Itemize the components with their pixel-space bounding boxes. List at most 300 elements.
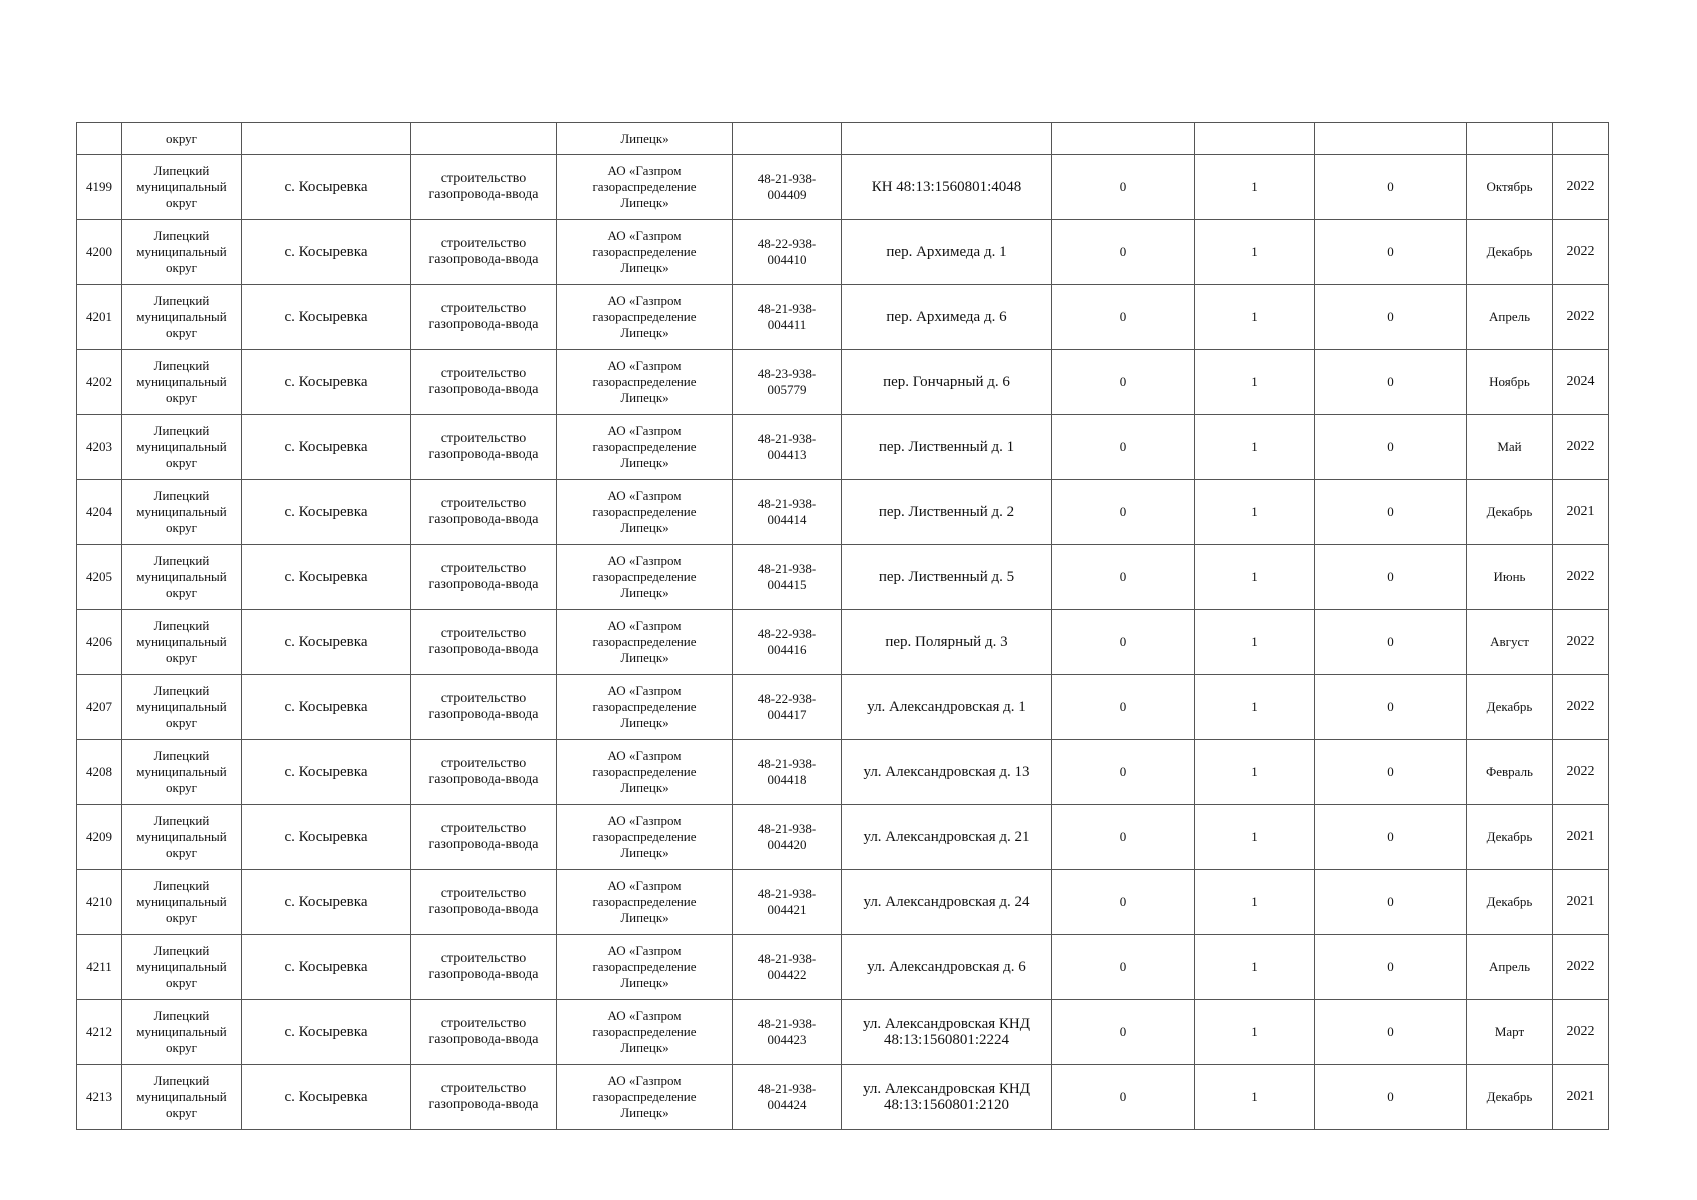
cell-month: Март: [1467, 1000, 1553, 1065]
cell-work: [411, 285, 557, 350]
table-row: [77, 285, 1609, 350]
cell-address: [842, 155, 1052, 220]
cell-address: [842, 870, 1052, 935]
cell-district: [122, 1065, 242, 1130]
cell-village: с. Косыревка: [242, 870, 411, 935]
cell-value-3: 0: [1315, 1065, 1467, 1130]
cell-month: Октябрь: [1467, 155, 1553, 220]
cell-value-1: 0: [1052, 740, 1195, 805]
table-row: [77, 350, 1609, 415]
cell-num: 4211: [77, 935, 122, 1000]
cell-work-line: газопровода-ввода: [428, 382, 539, 397]
cell-value-2: 1: [1195, 805, 1315, 870]
cell-num: 4204: [77, 480, 122, 545]
cell-value-2: 1: [1195, 415, 1315, 480]
cell-code: [733, 675, 842, 740]
cell-village: с. Косыревка: [242, 480, 411, 545]
cell-district-line: округ: [166, 260, 197, 275]
cell-code-line: 48-21-938-: [757, 951, 817, 966]
table-row: [77, 805, 1609, 870]
cell-district-line: муниципальный: [136, 959, 227, 974]
cell-month: Декабрь: [1467, 870, 1553, 935]
table-row: [77, 1000, 1609, 1065]
cell-num: 4202: [77, 350, 122, 415]
cell-district-line: округ: [166, 390, 197, 405]
table-row: [77, 610, 1609, 675]
cell-org: [557, 870, 733, 935]
table-row: [77, 935, 1609, 1000]
cell-year: 2022: [1553, 935, 1609, 1000]
cell-district-line: округ: [166, 585, 197, 600]
cell-work: [411, 350, 557, 415]
cell-org-line: газораспределение: [592, 634, 697, 649]
cell-village: с. Косыревка: [242, 155, 411, 220]
cell-value-3: 0: [1315, 220, 1467, 285]
cell-work: [411, 1000, 557, 1065]
cell-code-line: 48-21-938-: [757, 821, 817, 836]
cell-work: [411, 545, 557, 610]
cell-month: Апрель: [1467, 285, 1553, 350]
cell-address-line: ул. Александровская д. 13: [863, 764, 1030, 780]
cell-district-line: Липецкий: [153, 358, 210, 373]
cell-code-line: 004410: [767, 252, 807, 267]
cell-org-line: АО «Газпром: [607, 618, 682, 633]
cell-value-2: 1: [1195, 1065, 1315, 1130]
cell-address-line: пер. Полярный д. 3: [885, 634, 1008, 650]
cell-value-1: 0: [1052, 155, 1195, 220]
cell-work-line: строительство: [440, 236, 527, 251]
cell-work: [411, 220, 557, 285]
table-row: [77, 1065, 1609, 1130]
cell-code: [733, 480, 842, 545]
cell-month: Июнь: [1467, 545, 1553, 610]
cell-org: [557, 285, 733, 350]
cell-value-1: 0: [1052, 350, 1195, 415]
cell-village: с. Косыревка: [242, 350, 411, 415]
cell-work-line: газопровода-ввода: [428, 447, 539, 462]
cell-value-2: 1: [1195, 610, 1315, 675]
cell-num: 4207: [77, 675, 122, 740]
cell-address: [842, 480, 1052, 545]
cell-value-3: 0: [1315, 480, 1467, 545]
cell-org: [557, 1065, 733, 1130]
cell-org-line: Липецк»: [620, 1105, 669, 1120]
cell-district: [122, 480, 242, 545]
cell-district-line: округ: [166, 650, 197, 665]
cell-work-line: строительство: [440, 691, 527, 706]
cell-org-line: Липецк»: [620, 845, 669, 860]
cell-district-line: округ: [166, 975, 197, 990]
cell-code-line: 004411: [767, 317, 807, 332]
cell-num: 4208: [77, 740, 122, 805]
cell-work: [411, 480, 557, 545]
cell-org: [557, 545, 733, 610]
cell-org-line: АО «Газпром: [607, 683, 682, 698]
cell-work-line: газопровода-ввода: [428, 512, 539, 527]
cell-work-line: строительство: [440, 821, 527, 836]
cell-value-1: 0: [1052, 415, 1195, 480]
cell-org-line: АО «Газпром: [607, 488, 682, 503]
cell-village: с. Косыревка: [242, 415, 411, 480]
cell-value-1: 0: [1052, 545, 1195, 610]
cell-work-line: строительство: [440, 756, 527, 771]
cell-code-line: 004413: [767, 447, 807, 462]
cell-district-line: Липецкий: [153, 618, 210, 633]
cell-work-line: газопровода-ввода: [428, 1032, 539, 1047]
table-row: [77, 480, 1609, 545]
cell-district: округ: [122, 123, 242, 155]
cell-value-2: 1: [1195, 740, 1315, 805]
cell-code: [733, 870, 842, 935]
cell-work-line: газопровода-ввода: [428, 967, 539, 982]
cell-org-line: АО «Газпром: [607, 878, 682, 893]
cell-work: [411, 935, 557, 1000]
cell-value-3: 0: [1315, 415, 1467, 480]
cell-district-line: округ: [166, 715, 197, 730]
cell-village: с. Косыревка: [242, 220, 411, 285]
cell-org: [557, 415, 733, 480]
cell-value-2: 1: [1195, 870, 1315, 935]
cell-org-line: Липецк»: [620, 975, 669, 990]
cell-org: Липецк»: [557, 123, 733, 155]
cell-num: 4210: [77, 870, 122, 935]
cell-village: с. Косыревка: [242, 805, 411, 870]
cell-work: [411, 675, 557, 740]
cell-work-line: строительство: [440, 171, 527, 186]
cell-work: [411, 740, 557, 805]
cell-org-line: АО «Газпром: [607, 1073, 682, 1088]
cell-work: [411, 1065, 557, 1130]
cell-district: [122, 870, 242, 935]
cell-work: [411, 123, 557, 155]
cell-org-line: газораспределение: [592, 504, 697, 519]
cell-work-line: газопровода-ввода: [428, 707, 539, 722]
cell-code-line: 004420: [767, 837, 807, 852]
cell-year: 2022: [1553, 1000, 1609, 1065]
cell-district: [122, 220, 242, 285]
cell-work-line: строительство: [440, 561, 527, 576]
cell-org-line: газораспределение: [592, 569, 697, 584]
cell-district-line: муниципальный: [136, 764, 227, 779]
cell-org: [557, 220, 733, 285]
cell-org: [557, 610, 733, 675]
cell-value-2: [1195, 123, 1315, 155]
cell-district-line: округ: [166, 455, 197, 470]
cell-org-line: газораспределение: [592, 894, 697, 909]
cell-code-line: 48-22-938-: [757, 626, 817, 641]
cell-org: [557, 805, 733, 870]
cell-code-line: 48-21-938-: [757, 756, 817, 771]
cell-org-line: АО «Газпром: [607, 293, 682, 308]
cell-code-line: 48-22-938-: [757, 691, 817, 706]
cell-district-line: округ: [166, 780, 197, 795]
cell-value-1: 0: [1052, 870, 1195, 935]
cell-district: [122, 610, 242, 675]
cell-address-line: ул. Александровская КНД: [863, 1081, 1030, 1097]
cell-code-line: 48-21-938-: [757, 431, 817, 446]
cell-month: Апрель: [1467, 935, 1553, 1000]
cell-org: [557, 155, 733, 220]
cell-month: Декабрь: [1467, 480, 1553, 545]
cell-code: [733, 415, 842, 480]
cell-address-line: ул. Александровская д. 24: [863, 894, 1030, 910]
cell-district-line: Липецкий: [153, 943, 210, 958]
cell-org-line: Липецк»: [620, 715, 669, 730]
cell-value-3: 0: [1315, 545, 1467, 610]
cell-address-line: пер. Лиственный д. 5: [878, 569, 1015, 585]
cell-work-line: строительство: [440, 1016, 527, 1031]
cell-value-3: [1315, 123, 1467, 155]
cell-work-line: газопровода-ввода: [428, 252, 539, 267]
cell-code-line: 005779: [767, 382, 807, 397]
cell-address-line: пер. Лиственный д. 2: [878, 504, 1015, 520]
cell-value-2: 1: [1195, 935, 1315, 1000]
cell-month: Декабрь: [1467, 220, 1553, 285]
cell-district-line: муниципальный: [136, 569, 227, 584]
cell-district-line: муниципальный: [136, 829, 227, 844]
cell-work-line: газопровода-ввода: [428, 642, 539, 657]
cell-work-line: газопровода-ввода: [428, 187, 539, 202]
cell-num: 4199: [77, 155, 122, 220]
table-body: [77, 123, 1609, 1130]
cell-value-2: 1: [1195, 285, 1315, 350]
cell-value-3: 0: [1315, 285, 1467, 350]
cell-district: [122, 350, 242, 415]
cell-org-line: Липецк»: [620, 520, 669, 535]
cell-district-line: округ: [166, 195, 197, 210]
cell-village: с. Косыревка: [242, 610, 411, 675]
cell-district-line: муниципальный: [136, 699, 227, 714]
cell-district: [122, 1000, 242, 1065]
cell-code: [733, 610, 842, 675]
cell-code: [733, 1065, 842, 1130]
cell-work-line: строительство: [440, 366, 527, 381]
continuation-row: [77, 123, 1609, 155]
cell-num: 4201: [77, 285, 122, 350]
table-row: [77, 870, 1609, 935]
cell-org-line: газораспределение: [592, 1024, 697, 1039]
cell-address-line: ул. Александровская КНД: [863, 1016, 1030, 1032]
cell-num: 4212: [77, 1000, 122, 1065]
cell-value-3: 0: [1315, 610, 1467, 675]
cell-address: [842, 123, 1052, 155]
cell-code: [733, 805, 842, 870]
cell-district-line: округ: [166, 910, 197, 925]
cell-org: [557, 675, 733, 740]
cell-org-line: Липецк»: [620, 390, 669, 405]
cell-org-line: АО «Газпром: [607, 358, 682, 373]
cell-district-line: Липецкий: [153, 813, 210, 828]
cell-address-line: пер. Архимеда д. 6: [886, 309, 1007, 325]
cell-work-line: строительство: [440, 626, 527, 641]
cell-work-line: газопровода-ввода: [428, 577, 539, 592]
cell-value-1: [1052, 123, 1195, 155]
document-page: [76, 122, 1608, 1130]
cell-org-line: Липецк»: [620, 1040, 669, 1055]
cell-address-line: 48:13:1560801:2120: [883, 1097, 1009, 1113]
cell-year: 2022: [1553, 675, 1609, 740]
cell-org-line: газораспределение: [592, 179, 697, 194]
cell-village: с. Косыревка: [242, 285, 411, 350]
cell-code-line: 004418: [767, 772, 807, 787]
cell-code-line: 004414: [767, 512, 807, 527]
cell-address: [842, 935, 1052, 1000]
cell-month: Май: [1467, 415, 1553, 480]
cell-code-line: 004424: [767, 1097, 807, 1112]
cell-num: 4203: [77, 415, 122, 480]
cell-district-line: муниципальный: [136, 504, 227, 519]
cell-code-line: 004422: [767, 967, 807, 982]
cell-district: [122, 285, 242, 350]
cell-year: 2022: [1553, 285, 1609, 350]
cell-num: 4213: [77, 1065, 122, 1130]
cell-district: [122, 155, 242, 220]
cell-org-line: АО «Газпром: [607, 228, 682, 243]
cell-code-line: 004421: [767, 902, 807, 917]
cell-work: [411, 155, 557, 220]
cell-value-1: 0: [1052, 935, 1195, 1000]
cell-address: [842, 805, 1052, 870]
cell-org: [557, 350, 733, 415]
cell-address: [842, 1065, 1052, 1130]
gas-connection-table: [76, 122, 1609, 1130]
cell-district-line: муниципальный: [136, 634, 227, 649]
cell-value-1: 0: [1052, 805, 1195, 870]
cell-value-3: 0: [1315, 740, 1467, 805]
cell-code-line: 48-22-938-: [757, 236, 817, 251]
cell-month: Декабрь: [1467, 675, 1553, 740]
cell-org-line: Липецк»: [620, 585, 669, 600]
cell-org: [557, 480, 733, 545]
cell-address-line: ул. Александровская д. 1: [867, 699, 1026, 715]
cell-code: [733, 285, 842, 350]
cell-value-2: 1: [1195, 220, 1315, 285]
cell-code: [733, 935, 842, 1000]
cell-org-line: Липецк»: [620, 455, 669, 470]
cell-work-line: строительство: [440, 951, 527, 966]
cell-org-line: газораспределение: [592, 699, 697, 714]
cell-num: [77, 123, 122, 155]
cell-value-1: 0: [1052, 1065, 1195, 1130]
cell-code-line: 004409: [767, 187, 807, 202]
cell-district-line: Липецкий: [153, 163, 210, 178]
table-row: [77, 415, 1609, 480]
cell-code-line: 48-21-938-: [757, 1081, 817, 1096]
cell-district-line: Липецкий: [153, 748, 210, 763]
cell-district-line: муниципальный: [136, 374, 227, 389]
cell-org-line: Липецк»: [620, 650, 669, 665]
cell-year: 2021: [1553, 480, 1609, 545]
cell-code: [733, 123, 842, 155]
cell-value-3: 0: [1315, 935, 1467, 1000]
cell-num: 4209: [77, 805, 122, 870]
cell-org-line: АО «Газпром: [607, 943, 682, 958]
cell-org-line: Липецк»: [620, 195, 669, 210]
cell-year: 2022: [1553, 220, 1609, 285]
cell-org-line: АО «Газпром: [607, 163, 682, 178]
cell-address: [842, 285, 1052, 350]
cell-district-line: Липецкий: [153, 1073, 210, 1088]
cell-district-line: Липецкий: [153, 488, 210, 503]
cell-code-line: 48-21-938-: [757, 886, 817, 901]
cell-code-line: 004415: [767, 577, 807, 592]
table-row: [77, 675, 1609, 740]
cell-district: [122, 740, 242, 805]
cell-month: [1467, 123, 1553, 155]
cell-year: 2022: [1553, 155, 1609, 220]
cell-code: [733, 220, 842, 285]
table-row: [77, 220, 1609, 285]
cell-district-line: округ: [166, 1040, 197, 1055]
cell-year: 2024: [1553, 350, 1609, 415]
cell-code: [733, 545, 842, 610]
cell-value-1: 0: [1052, 480, 1195, 545]
cell-district-line: муниципальный: [136, 439, 227, 454]
cell-code-line: 004416: [767, 642, 807, 657]
cell-district-line: Липецкий: [153, 423, 210, 438]
table-row: [77, 545, 1609, 610]
cell-month: Декабрь: [1467, 805, 1553, 870]
cell-org: [557, 1000, 733, 1065]
cell-value-2: 1: [1195, 1000, 1315, 1065]
cell-org-line: газораспределение: [592, 829, 697, 844]
cell-work: [411, 805, 557, 870]
cell-org-line: газораспределение: [592, 1089, 697, 1104]
cell-work-line: газопровода-ввода: [428, 1097, 539, 1112]
cell-district-line: округ: [166, 520, 197, 535]
cell-district-line: Липецкий: [153, 293, 210, 308]
cell-code-line: 004423: [767, 1032, 807, 1047]
cell-org: [557, 935, 733, 1000]
cell-address: [842, 220, 1052, 285]
cell-value-1: 0: [1052, 1000, 1195, 1065]
cell-code: [733, 155, 842, 220]
cell-work-line: газопровода-ввода: [428, 317, 539, 332]
cell-work-line: строительство: [440, 301, 527, 316]
cell-village: с. Косыревка: [242, 545, 411, 610]
cell-address-line: пер. Гончарный д. 6: [883, 374, 1010, 390]
cell-value-1: 0: [1052, 220, 1195, 285]
cell-org-line: АО «Газпром: [607, 813, 682, 828]
cell-work: [411, 415, 557, 480]
cell-num: 4206: [77, 610, 122, 675]
cell-value-3: 0: [1315, 675, 1467, 740]
cell-district: [122, 545, 242, 610]
cell-address: [842, 415, 1052, 480]
cell-value-2: 1: [1195, 480, 1315, 545]
cell-district-line: округ: [166, 845, 197, 860]
cell-code-line: 48-21-938-: [757, 171, 817, 186]
cell-address: [842, 545, 1052, 610]
cell-org-line: газораспределение: [592, 439, 697, 454]
cell-value-2: 1: [1195, 155, 1315, 220]
cell-year: [1553, 123, 1609, 155]
cell-district-line: Липецкий: [153, 683, 210, 698]
cell-district-line: округ: [166, 325, 197, 340]
cell-org-line: Липецк»: [620, 260, 669, 275]
cell-value-2: 1: [1195, 675, 1315, 740]
cell-address-line: КН 48:13:1560801:4048: [871, 179, 1022, 195]
cell-work: [411, 870, 557, 935]
cell-value-1: 0: [1052, 285, 1195, 350]
cell-value-3: 0: [1315, 350, 1467, 415]
cell-org-line: Липецк»: [620, 910, 669, 925]
cell-org-line: АО «Газпром: [607, 748, 682, 763]
cell-code-line: 004417: [767, 707, 807, 722]
cell-month: Ноябрь: [1467, 350, 1553, 415]
cell-org-line: АО «Газпром: [607, 423, 682, 438]
cell-village: с. Косыревка: [242, 675, 411, 740]
